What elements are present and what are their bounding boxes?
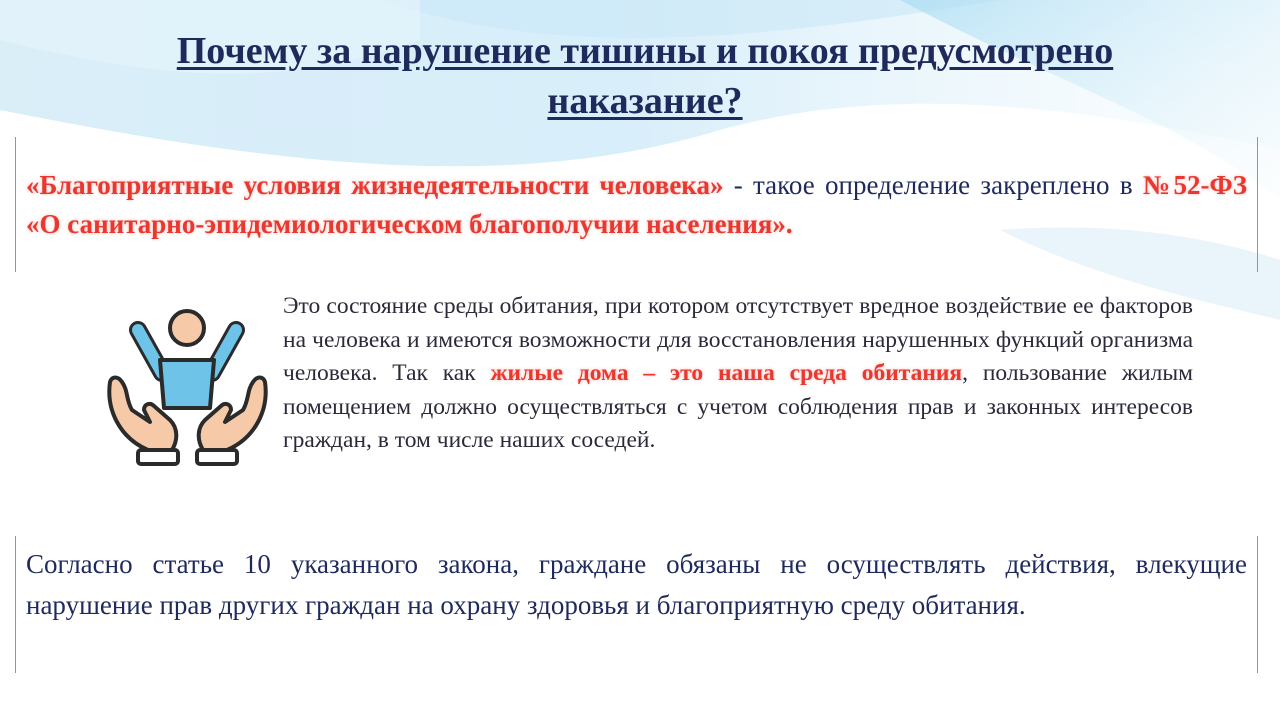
explanation-end: , пользование жилым помещением должно осуществляться с учетом соблюдения прав и законных интересов граждан, в том числе наших соседей.: [283, 360, 1194, 454]
conclusion-block: [15, 536, 1258, 673]
law-reference: №52-ФЗ «О санитарно-эпидемиологическом благополучии населения».: [26, 170, 1247, 239]
hands-supporting-person-icon: [100, 300, 275, 475]
slide-title: Почему за нарушение тишины и покоя предусмотрено наказание?: [176, 30, 1114, 122]
definition-term: «Благоприятные условия жизнедеятельности человека»: [26, 170, 724, 200]
definition-connector: - такое определение закреплено в: [723, 170, 1143, 200]
definition-paragraph: [26, 166, 1247, 244]
conclusion-paragraph: Согласно статье 10 указанного закона, граждане обязаны не осуществлять действия, влекущие нарушение прав других граждан на охрану здоровья и благоприятную среду обитания.: [26, 549, 1247, 620]
definition-block: [15, 137, 1258, 272]
explanation-start: Это состояние среды обитания, при котором отсутствует вредное воздействие ее факторов на человека и имеются возможности для восстановления нарушенных функций организма человека. Так как: [283, 293, 1193, 387]
explanation-highlight: жилые дома – это наша среда обитания: [490, 360, 963, 387]
explanation-paragraph: [283, 290, 1193, 458]
